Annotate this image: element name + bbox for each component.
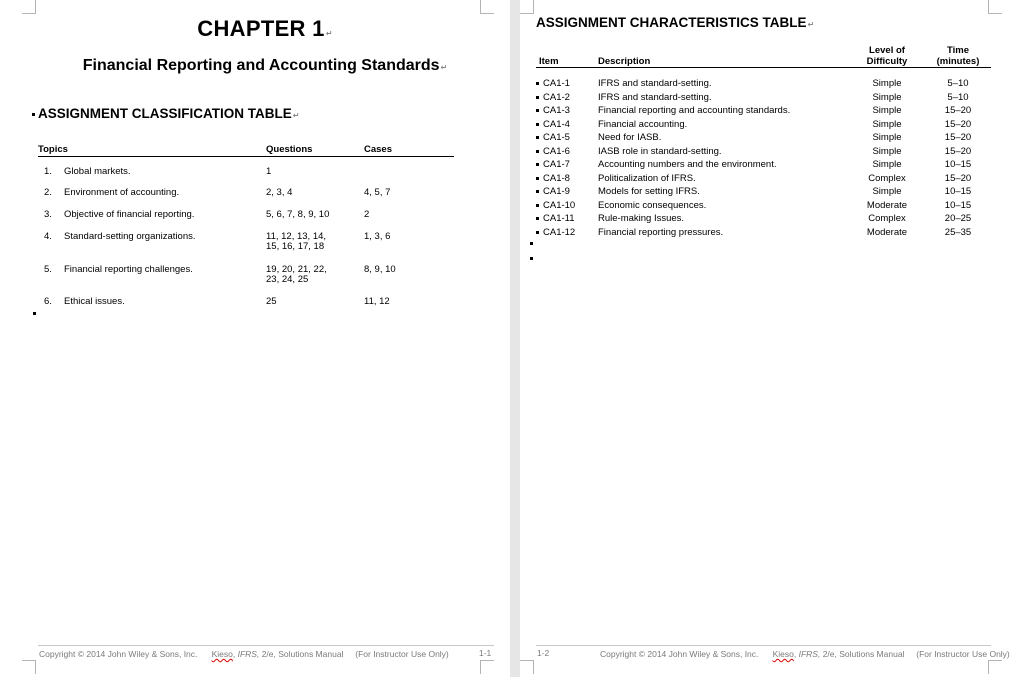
row-number: 6.	[44, 296, 52, 307]
column-header-questions: Questions	[266, 144, 313, 155]
paragraph-mark	[33, 312, 36, 315]
row-bullet	[536, 231, 539, 234]
description-text: Politicalization of IFRS.	[598, 172, 696, 184]
page-number: 1-1	[479, 648, 492, 658]
chapter-title: CHAPTER 1↵	[197, 16, 333, 41]
time-minutes: 5–10	[947, 78, 969, 89]
crop-mark	[520, 0, 534, 14]
difficulty-level: Simple	[872, 91, 902, 103]
column-header-cases: Cases	[364, 144, 392, 155]
time-minutes: 15–20	[944, 172, 972, 184]
time-minutes: 25–35	[944, 226, 972, 238]
row-number: 2.	[44, 187, 52, 198]
time-minutes: 15–20	[944, 118, 972, 130]
description-text: Financial reporting pressures.	[598, 226, 724, 238]
topic-text: Financial reporting challenges.	[64, 264, 193, 275]
crop-mark	[988, 0, 1002, 14]
cases-text: 1, 3, 6	[364, 231, 391, 242]
row-number: 3.	[44, 209, 52, 220]
questions-text: 19, 20, 21, 22,	[266, 264, 327, 275]
crop-mark	[22, 0, 36, 14]
time-minutes: 15–20	[944, 132, 972, 143]
item-code: CA1-1	[543, 78, 570, 89]
difficulty-level: Simple	[872, 132, 902, 143]
time-minutes: 15–20	[944, 145, 972, 157]
page-1-2	[520, 0, 1029, 677]
questions-text: 2, 3, 4	[266, 187, 293, 198]
description-text: IFRS and standard-setting.	[598, 78, 712, 89]
difficulty-level: Simple	[872, 145, 902, 157]
column-header-level: Level of Difficulty	[866, 45, 908, 67]
page-footer: Copyright © 2014 John Wiley & Sons, Inc. Kieso, IFRS, 2/e, Solutions Manual (For Instructor Use Only)	[600, 649, 1010, 659]
description-text: IFRS and standard-setting.	[598, 91, 712, 103]
difficulty-level: Simple	[872, 186, 902, 197]
topic-text: Objective of financial reporting.	[64, 209, 195, 220]
page-1-1	[0, 0, 510, 677]
description-text: Accounting numbers and the environment.	[598, 159, 777, 170]
column-header-topics: Topics	[38, 144, 68, 155]
crop-mark	[480, 660, 494, 674]
item-code: CA1-5	[543, 132, 570, 143]
cases-text: 8, 9, 10	[364, 264, 396, 275]
questions-text-cont: 23, 24, 25	[266, 274, 309, 285]
item-code: CA1-10	[543, 199, 576, 211]
item-code: CA1-6	[543, 145, 570, 157]
description-text: Rule-making Issues.	[598, 213, 685, 224]
row-bullet	[536, 163, 539, 166]
chapter-subtitle: Financial Reporting and Accounting Standards↵	[82, 57, 448, 74]
time-minutes: 20–25	[944, 213, 972, 224]
row-bullet	[536, 123, 539, 126]
footer-rule	[536, 645, 991, 646]
item-code: CA1-3	[543, 105, 570, 116]
item-code: CA1-11	[543, 213, 575, 224]
item-code: CA1-9	[543, 186, 570, 197]
characteristics-table-heading: ASSIGNMENT CHARACTERISTICS TABLE↵	[536, 15, 815, 30]
difficulty-level: Simple	[872, 78, 902, 89]
description-text: Models for setting IFRS.	[598, 186, 700, 197]
row-number: 1.	[44, 166, 52, 177]
topic-text: Ethical issues.	[64, 296, 125, 307]
time-minutes: 5–10	[947, 91, 969, 103]
description-text: IASB role in standard-setting.	[598, 145, 722, 157]
item-code: CA1-12	[543, 226, 576, 238]
row-bullet	[536, 150, 539, 153]
topic-text: Environment of accounting.	[64, 187, 180, 198]
time-minutes: 15–20	[944, 105, 972, 116]
difficulty-level: Moderate	[866, 226, 908, 238]
description-text: Need for IASB.	[598, 132, 662, 143]
row-bullet	[536, 217, 539, 220]
row-bullet	[536, 204, 539, 207]
crop-mark	[988, 660, 1002, 674]
difficulty-level: Simple	[872, 105, 902, 116]
time-minutes: 10–15	[944, 199, 972, 211]
item-code: CA1-7	[543, 159, 570, 170]
row-bullet	[536, 109, 539, 112]
item-code: CA1-2	[543, 91, 570, 103]
cases-text: 2	[364, 209, 370, 220]
difficulty-level: Simple	[872, 118, 902, 130]
row-bullet	[536, 177, 539, 180]
questions-text: 25	[266, 296, 277, 307]
description-text: Financial accounting.	[598, 118, 688, 130]
difficulty-level: Simple	[872, 159, 902, 170]
difficulty-level: Complex	[868, 172, 906, 184]
footer-rule	[38, 645, 494, 646]
time-minutes: 10–15	[944, 186, 972, 197]
table-header-rule	[38, 156, 454, 157]
paragraph-mark	[530, 257, 533, 260]
questions-text-cont: 15, 16, 17, 18	[266, 241, 325, 252]
questions-text: 11, 12, 13, 14,	[266, 231, 327, 242]
classification-table-heading: ASSIGNMENT CLASSIFICATION TABLE↵	[38, 106, 300, 121]
cases-text: 11, 12	[364, 296, 390, 307]
column-header-item: Item	[539, 56, 559, 67]
topic-text: Global markets.	[64, 166, 131, 177]
crop-mark	[480, 0, 494, 14]
paragraph-mark	[530, 242, 533, 245]
page-footer: Copyright © 2014 John Wiley & Sons, Inc. Kieso, IFRS, 2/e, Solutions Manual (For Instructor Use Only)	[39, 649, 449, 659]
crop-mark	[22, 660, 36, 674]
difficulty-level: Moderate	[866, 199, 908, 211]
row-number: 5.	[44, 264, 52, 275]
item-code: CA1-8	[543, 172, 570, 184]
table-header-rule	[536, 67, 991, 68]
row-bullet	[536, 136, 539, 139]
crop-mark	[520, 660, 534, 674]
column-header-description: Description	[598, 56, 651, 67]
row-bullet	[536, 96, 539, 99]
page-number: 1-2	[537, 648, 550, 658]
cases-text: 4, 5, 7	[364, 187, 391, 198]
difficulty-level: Complex	[868, 213, 906, 224]
time-minutes: 10–15	[944, 159, 972, 170]
questions-text: 5, 6, 7, 8, 9, 10	[266, 209, 330, 220]
paragraph-mark	[32, 113, 35, 116]
column-header-time: Time (minutes)	[936, 45, 980, 67]
row-number: 4.	[44, 231, 52, 242]
questions-text: 1	[266, 166, 272, 177]
row-bullet	[536, 82, 539, 85]
topic-text: Standard-setting organizations.	[64, 231, 196, 242]
description-text: Financial reporting and accounting standards.	[598, 105, 791, 116]
description-text: Economic consequences.	[598, 199, 707, 211]
item-code: CA1-4	[543, 118, 570, 130]
row-bullet	[536, 190, 539, 193]
